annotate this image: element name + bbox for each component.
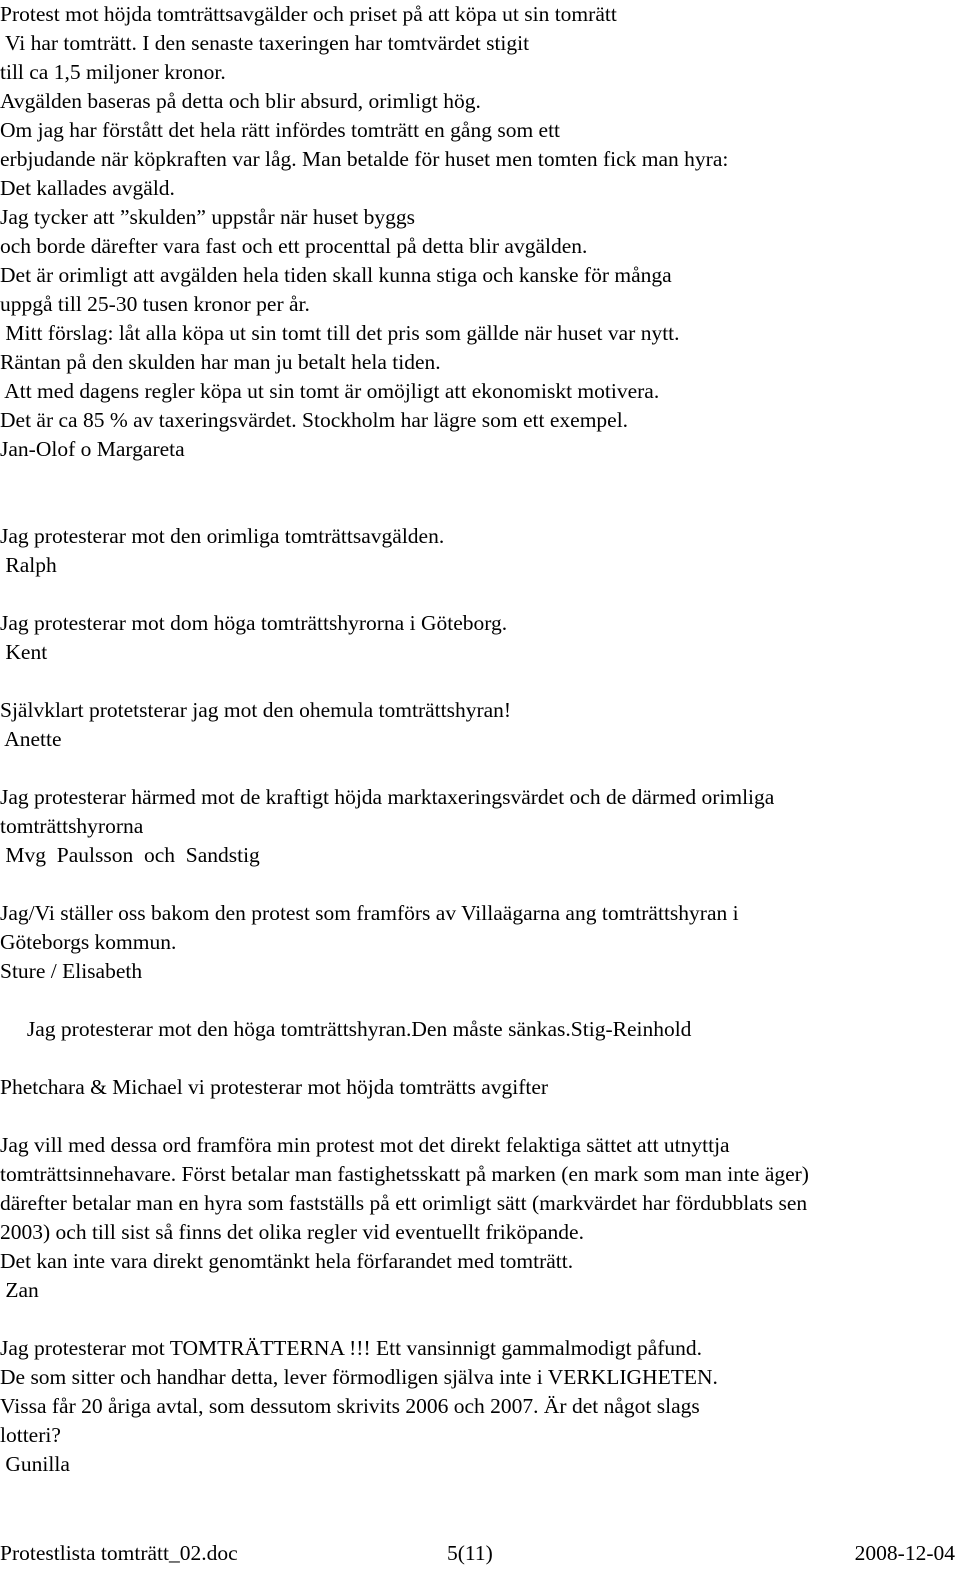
blank-line xyxy=(0,493,955,522)
text-line: erbjudande när köpkraften var låg. Man betalde för huset men tomten fick man hyra: xyxy=(0,147,729,171)
text-line: Det kallades avgäld. xyxy=(0,176,175,200)
text-line: och borde därefter vara fast och ett procenttal på detta blir avgälden. xyxy=(0,234,588,258)
text-line: Gunilla xyxy=(0,1452,70,1476)
text-line: Jag/Vi ställer oss bakom den protest som framförs av Villaägarna ang tomträttshyran i xyxy=(0,901,739,925)
text-line: till ca 1,5 miljoner kronor. xyxy=(0,60,226,84)
text-line: 2003) och till sist så finns det olika regler vid eventuellt friköpande. xyxy=(0,1220,584,1244)
text-line: Anette xyxy=(0,727,62,751)
text-line: Det är orimligt att avgälden hela tiden skall kunna stiga och kanske för många xyxy=(0,263,672,287)
text-line: tomträttsinnehavare. Först betalar man fastighetsskatt på marken (en mark som man inte äger) xyxy=(0,1162,809,1186)
text-line: Zan xyxy=(0,1278,39,1302)
page-footer xyxy=(0,1538,955,1568)
blank-line xyxy=(0,464,955,493)
text-line: Det är ca 85 % av taxeringsvärdet. Stockholm har lägre som ett exempel. xyxy=(0,408,629,432)
text-line: därefter betalar man en hyra som fastställs på ett orimligt sätt (markvärdet har fördubblats sen xyxy=(0,1191,808,1215)
text-line: Protest mot höjda tomträttsavgälder och priset på att köpa ut sin tomrätt xyxy=(0,2,617,26)
text-line: Mitt förslag: låt alla köpa ut sin tomt till det pris som gällde när huset var nytt. xyxy=(0,321,680,345)
blank-line xyxy=(0,1305,955,1334)
text-line: Ralph xyxy=(0,553,57,577)
text-line: De som sitter och handhar detta, lever förmodligen själva inte i VERKLIGHETEN. xyxy=(0,1365,718,1389)
blank-line xyxy=(0,986,955,1015)
blank-line xyxy=(0,1102,955,1131)
text-line: Självklart protetsterar jag mot den ohemula tomträttshyran! xyxy=(0,698,512,722)
blank-line xyxy=(0,1044,955,1073)
text-line: Jag protesterar härmed mot de kraftigt höjda marktaxeringsvärdet och de därmed orimliga xyxy=(0,785,775,809)
footer-filename: Protestlista tomträtt_02.doc xyxy=(0,1541,238,1565)
text-line: Räntan på den skulden har man ju betalt hela tiden. xyxy=(0,350,441,374)
text-line: Sture / Elisabeth xyxy=(0,959,143,983)
blank-line xyxy=(0,580,955,609)
blank-line xyxy=(0,754,955,783)
footer-page-number: 5(11) xyxy=(447,1541,493,1565)
text-line: Det kan inte vara direkt genomtänkt hela förfarandet med tomträtt. xyxy=(0,1249,574,1273)
text-line: Jag protesterar mot TOMTRÄTTERNA !!! Ett vansinnigt gammalmodigt påfund. xyxy=(0,1336,703,1360)
text-line: Jag protesterar mot den höga tomträttshyran.Den måste sänkas.Stig-Reinhold xyxy=(0,1017,692,1041)
text-line: tomträttshyrorna xyxy=(0,814,144,838)
text-line: Vi har tomträtt. I den senaste taxeringen har tomtvärdet stigit xyxy=(0,31,530,55)
text-line: Kent xyxy=(0,640,48,664)
text-line: Jag vill med dessa ord framföra min protest mot det direkt felaktiga sättet att utnyttja xyxy=(0,1133,730,1157)
text-line: Jag protesterar mot dom höga tomträttshyrorna i Göteborg. xyxy=(0,611,508,635)
blank-line xyxy=(0,667,955,696)
text-line: Mvg Paulsson och Sandstig xyxy=(0,843,260,867)
blank-line xyxy=(0,870,955,899)
text-line: Jan-Olof o Margareta xyxy=(0,437,185,461)
text-line: Jag protesterar mot den orimliga tomträttsavgälden. xyxy=(0,524,445,548)
text-line: Att med dagens regler köpa ut sin tomt är omöjligt att ekonomiskt motivera. xyxy=(0,379,660,403)
footer-date: 2008-12-04 xyxy=(854,1541,955,1565)
text-line: Jag tycker att ”skulden” uppstår när huset byggs xyxy=(0,205,415,229)
text-line: Om jag har förstått det hela rätt infördes tomträtt en gång som ett xyxy=(0,118,561,142)
text-line: Phetchara & Michael vi protesterar mot höjda tomträtts avgifter xyxy=(0,1075,549,1099)
text-line: Vissa får 20 åriga avtal, som dessutom skrivits 2006 och 2007. Är det något slags xyxy=(0,1394,700,1418)
text-line: Göteborgs kommun. xyxy=(0,930,177,954)
text-line: Avgälden baseras på detta och blir absurd, orimligt hög. xyxy=(0,89,481,113)
text-line: uppgå till 25-30 tusen kronor per år. xyxy=(0,292,310,316)
text-line: lotteri? xyxy=(0,1423,61,1447)
